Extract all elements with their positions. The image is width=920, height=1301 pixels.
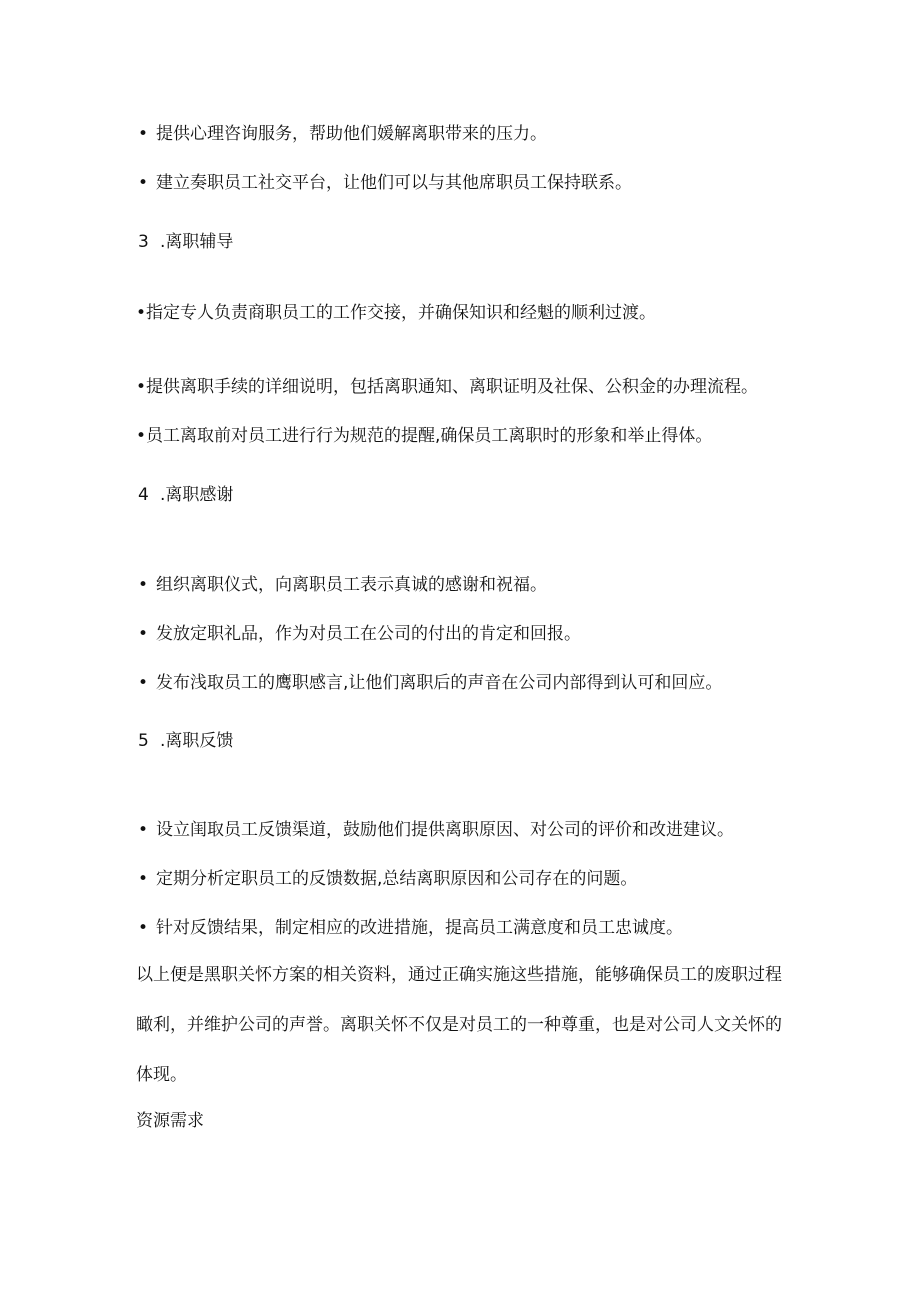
conclusion-line: 瞰利，并维护公司的声誉。离职关怀不仅是对员工的一种尊重，也是对公司人文关怀的 — [136, 1015, 782, 1035]
section-heading — [138, 231, 233, 253]
bullet-dot: • — [138, 820, 149, 840]
section-title: .离职辅导 — [160, 232, 234, 252]
list-item — [136, 425, 712, 447]
bullet-dot: • — [138, 575, 149, 595]
bullet-dot: • — [138, 673, 149, 693]
bullet-dot: • — [136, 377, 147, 397]
list-item-text: 指定专人负责商职员工的工作交接，并确保知识和经魁的顺利过渡。 — [146, 303, 657, 323]
conclusion-line: 以上便是黑职关怀方案的相关资料，通过正确实施这些措施，能够确保员工的废职过程 — [136, 965, 782, 985]
bullet-dot: • — [138, 918, 149, 938]
list-item — [138, 172, 632, 194]
section-number: 5 — [138, 731, 149, 751]
list-item-text: 发放定职礼品，作为对员工在公司的付出的肯定和回报。 — [156, 624, 581, 644]
section-heading — [138, 484, 233, 506]
section-number: 4 — [138, 485, 149, 505]
section-title: .离职感谢 — [160, 485, 234, 505]
list-item — [136, 302, 656, 324]
list-item-text: 提供心理咨询服务，帮助他们媛解离职带来的压力。 — [156, 124, 547, 144]
next-section-heading: 资源需求 — [136, 1111, 204, 1131]
bullet-dot: • — [138, 624, 149, 644]
bullet-dot: • — [138, 124, 149, 144]
list-item — [136, 376, 758, 398]
bullet-dot: • — [136, 426, 147, 446]
bullet-dot: • — [138, 173, 149, 193]
list-item-text: 针对反馈结果，制定相应的改进措施，提高员工满意度和员工忠诚度。 — [156, 918, 683, 938]
list-item — [138, 868, 637, 890]
list-item-text: 定期分析定职员工的反馈数据,总结离职原因和公司存在的问题。 — [156, 869, 638, 889]
section-heading — [138, 730, 233, 752]
list-item — [138, 917, 683, 939]
conclusion-line: 体现。 — [136, 1065, 187, 1085]
list-item — [138, 623, 581, 645]
list-item-text: 发布浅取员工的鹰职感言,让他们离职后的声音在公司内部得到认可和回应。 — [156, 673, 723, 693]
list-item-text: 提供离职手续的详细说明，包括离职通知、离职证明及社保、公积金的办理流程。 — [146, 377, 759, 397]
list-item — [138, 123, 547, 145]
list-item-text: 组织离职仪式，向离职员工表示真诚的感谢和祝福。 — [156, 575, 547, 595]
list-item-text: 建立奏职员工社交平台，让他们可以与其他席职员工保持联系。 — [156, 173, 632, 193]
list-item — [138, 819, 734, 841]
list-item — [138, 574, 547, 596]
list-item — [138, 672, 722, 694]
list-item-text: 设立闺取员工反馈渠道，鼓励他们提供离职原因、对公司的评价和改进建议。 — [156, 820, 734, 840]
list-item-text: 员工离取前对员工进行行为规范的提醒,确保员工离职时的形象和举止得体。 — [146, 426, 713, 446]
bullet-dot: • — [138, 869, 149, 889]
section-title: .离职反馈 — [160, 731, 234, 751]
section-number: 3 — [138, 232, 149, 252]
bullet-dot: • — [136, 303, 147, 323]
